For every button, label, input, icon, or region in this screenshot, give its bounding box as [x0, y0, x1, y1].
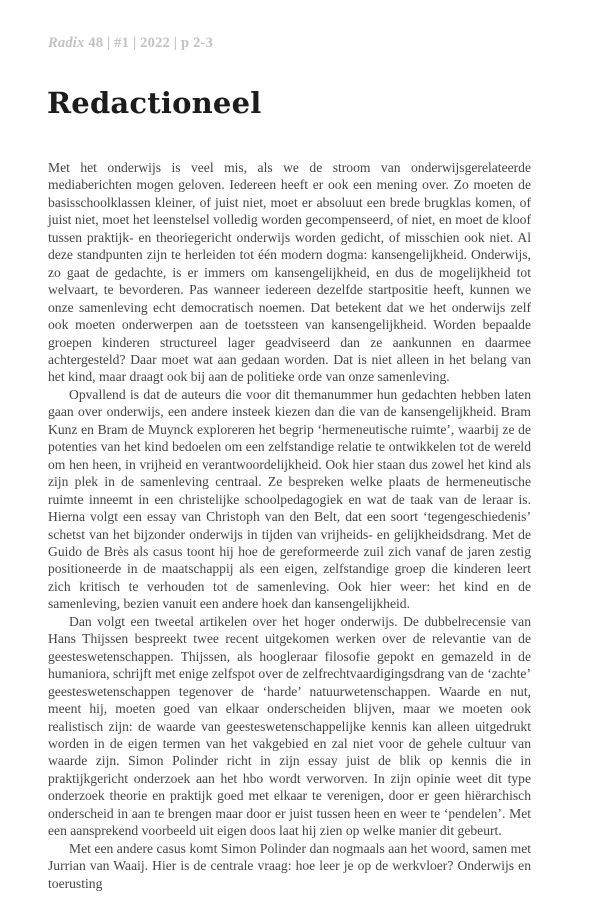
paragraph-2: Opvallend is dat de auteurs die voor dit themanummer hun gedachten hebben laten gaan over onderwijs, een andere insteek kiezen dan die van de kansengelijkheid. Bram Kunz en Bram de Muynck exploreren het begrip ‘hermeneutische ruimte’, waarbij ze de potenties van het kind bedoelen om een zelfstandige relatie te ontwikkelen tot de wereld om hen heen, in vrijheid en verantwoordelijkheid. Ook hier staan dus zowel het kind als zijn plek in de samenleving centraal. Ze bespreken welke plaats de hermeneutische ruimte inneemt in een christelijke schoolpedagogiek en wat de taak van de leraar is. Hierna volgt een essay van Christoph van den Belt, dat een soort ‘tegengeschiedenis’ schetst van het bijzonder onderwijs in tijden van vrijheids- en gelijkheidsdrang. Met de Guido de Brès als casus toont hij hoe de gereformeerde zuil zich vanaf de jaren zestig positioneerde in de maatschappij als een eigen, zelfstandige groep die kinderen leert zich kritisch te verhouden tot de samenleving. Ook hier weer: het kind en de samenleving, bezien vanuit een andere hoek dan kansengelijkheid.	[48, 386, 531, 612]
running-header-meta: 48 | #1 | 2022 | p 2-3	[84, 35, 214, 51]
paragraph-4: Met een andere casus komt Simon Polinder dan nogmaals aan het woord, samen met Jurrian van Waaij. Hier is de centrale vraag: hoe leer je op de werkvloer? Onderwijs en toerusting	[48, 840, 531, 891]
journal-name: Radix	[48, 35, 85, 51]
paragraph-3: Dan volgt een tweetal artikelen over het hoger onderwijs. De dubbelrecensie van Hans Thijssen bespreekt twee recent uitgekomen werken over de relevantie van de geesteswetenschappen. Thijssen, als hoogleraar filosofie gepokt en gemazeld in de humaniora, schrijft met enige zelfspot over de zelfrechtvaardigingsdrang van de ‘zachte’ geesteswetenschappen tegenover de ‘harde’ natuurwetenschappen. Waarde en nut, meent hij, moeten goed van elkaar onderscheiden blijven, maar we moeten ook realistisch zijn: de waarde van geesteswetenschappelijke kennis kan alleen uitgedrukt worden in de eigen termen van het vakgebied en zal niet voor de gehele cultuur van waarde zijn. Simon Polinder richt in zijn essay juist de blik op kennis die in praktijkgericht onderzoek aan het hbo wordt verworven. In zijn opinie weet dit type onderzoek theorie en praktijk goed met elkaar te verenigen, door er geen hiërarchisch onderscheid in aan te brengen maar door er juist tussen heen en weer te ‘pendelen’. Met een aansprekend voorbeeld uit eigen doos laat hij zien op welke manier dit gebeurt.	[48, 613, 531, 839]
article-body	[48, 159, 531, 892]
page-title: Redactioneel	[47, 86, 262, 120]
running-header	[48, 35, 213, 52]
paragraph-1: Met het onderwijs is veel mis, als we de stroom van onderwijsgerelateerde mediaberichten mogen geloven. Iedereen heeft er ook een mening over. Zo moeten de basisschoolklassen kleiner, of juist niet, moet er absoluut een brede brugklas komen, of juist niet, moet het leenstelsel volledig worden gecompenseerd, of niet, en moet de kloof tussen praktijk- en theoriegericht onderwijs worden gedicht, of misschien ook niet. Al deze standpunten zijn te herleiden tot één modern dogma: kansengelijkheid. Onderwijs, zo gaat de gedachte, is er immers om kansengelijkheid, en dus de mogelijkheid tot welvaart, te bevorderen. Pas wanneer iedereen dezelfde startpositie heeft, kunnen we onze samenleving echt democratisch noemen. Dat betekent dat we het onderwijs zelf ook moeten onderwerpen aan de toetssteen van kansengelijkheid. Worden bepaalde groepen kinderen structureel lager geadviseerd dan ze aankunnen en daarmee achtergesteld? Daar moet wat aan gedaan worden. Dat is niet alleen in het belang van het kind, maar draagt ook bij aan de politieke orde van onze samenleving.	[48, 160, 531, 385]
